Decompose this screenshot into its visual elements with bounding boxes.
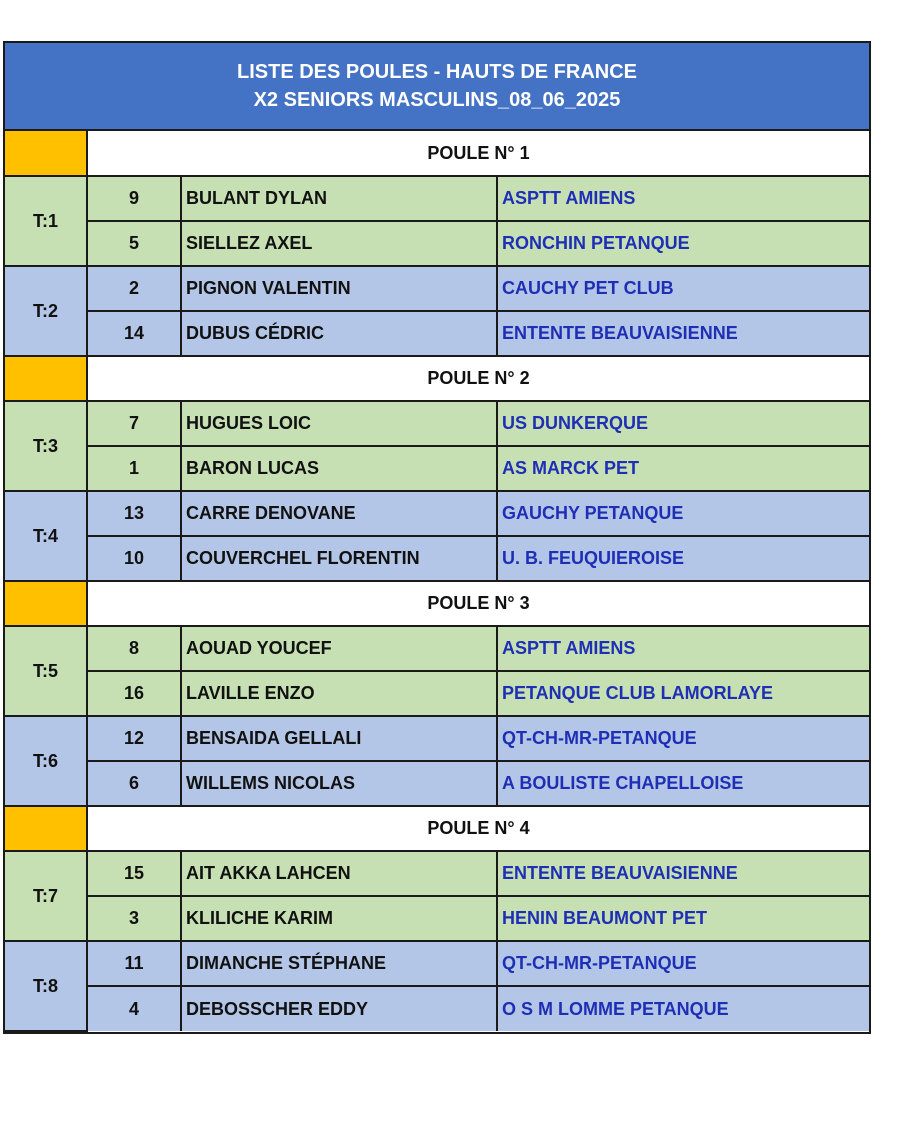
poule-title: POULE N° 3 bbox=[87, 581, 869, 626]
player-row bbox=[5, 896, 869, 941]
sheet-title: LISTE DES POULES - HAUTS DE FRANCE bbox=[236, 61, 638, 83]
player-club: CAUCHY PET CLUB bbox=[497, 266, 869, 311]
player-name: KLILICHE KARIM bbox=[181, 896, 497, 941]
sheet-subtitle: X2 SENIORS MASCULINS_08_06_2025 bbox=[253, 89, 621, 111]
player-number: 10 bbox=[87, 536, 181, 581]
player-club: AS MARCK PET bbox=[497, 446, 869, 491]
player-club: ASPTT AMIENS bbox=[497, 176, 869, 221]
player-number: 3 bbox=[87, 896, 181, 941]
player-number: 14 bbox=[87, 311, 181, 356]
player-number: 11 bbox=[87, 941, 181, 986]
player-name: COUVERCHEL FLORENTIN bbox=[181, 536, 497, 581]
player-name: PIGNON VALENTIN bbox=[181, 266, 497, 311]
team-label: T:7 bbox=[5, 851, 87, 941]
player-number: 1 bbox=[87, 446, 181, 491]
player-club: RONCHIN PETANQUE bbox=[497, 221, 869, 266]
pool-list-sheet bbox=[3, 41, 871, 1034]
poule-header-row bbox=[5, 356, 869, 401]
player-club: PETANQUE CLUB LAMORLAYE bbox=[497, 671, 869, 716]
poule-color-marker bbox=[5, 581, 87, 626]
player-row bbox=[5, 221, 869, 266]
player-club: ENTENTE BEAUVAISIENNE bbox=[497, 311, 869, 356]
team-label: T:2 bbox=[5, 266, 87, 356]
player-club: ASPTT AMIENS bbox=[497, 626, 869, 671]
player-club: O S M LOMME PETANQUE bbox=[497, 986, 869, 1031]
poule-title: POULE N° 4 bbox=[87, 806, 869, 851]
team-label: T:8 bbox=[5, 941, 87, 1031]
player-name: BARON LUCAS bbox=[181, 446, 497, 491]
player-row bbox=[5, 851, 869, 896]
poule-color-marker bbox=[5, 806, 87, 851]
poule-color-marker bbox=[5, 356, 87, 401]
player-row bbox=[5, 716, 869, 761]
team-label: T:6 bbox=[5, 716, 87, 806]
player-row bbox=[5, 626, 869, 671]
player-row bbox=[5, 311, 869, 356]
player-row bbox=[5, 266, 869, 311]
player-club: U. B. FEUQUIEROISE bbox=[497, 536, 869, 581]
sheet-header bbox=[5, 43, 869, 131]
pool-table bbox=[5, 131, 869, 1032]
player-name: DIMANCHE STÉPHANE bbox=[181, 941, 497, 986]
player-row bbox=[5, 761, 869, 806]
poule-header-row bbox=[5, 581, 869, 626]
player-number: 13 bbox=[87, 491, 181, 536]
player-number: 7 bbox=[87, 401, 181, 446]
player-row bbox=[5, 446, 869, 491]
player-number: 2 bbox=[87, 266, 181, 311]
poule-color-marker bbox=[5, 131, 87, 176]
player-number: 12 bbox=[87, 716, 181, 761]
player-name: LAVILLE ENZO bbox=[181, 671, 497, 716]
player-number: 6 bbox=[87, 761, 181, 806]
player-club: GAUCHY PETANQUE bbox=[497, 491, 869, 536]
player-name: DEBOSSCHER EDDY bbox=[181, 986, 497, 1031]
player-row bbox=[5, 941, 869, 986]
player-number: 5 bbox=[87, 221, 181, 266]
player-name: BENSAIDA GELLALI bbox=[181, 716, 497, 761]
poule-header-row bbox=[5, 806, 869, 851]
poule-title: POULE N° 2 bbox=[87, 356, 869, 401]
player-name: AIT AKKA LAHCEN bbox=[181, 851, 497, 896]
player-club: QT-CH-MR-PETANQUE bbox=[497, 941, 869, 986]
player-row bbox=[5, 401, 869, 446]
player-name: DUBUS CÉDRIC bbox=[181, 311, 497, 356]
player-name: BULANT DYLAN bbox=[181, 176, 497, 221]
player-row bbox=[5, 536, 869, 581]
player-number: 8 bbox=[87, 626, 181, 671]
player-number: 15 bbox=[87, 851, 181, 896]
player-club: HENIN BEAUMONT PET bbox=[497, 896, 869, 941]
player-name: CARRE DENOVANE bbox=[181, 491, 497, 536]
player-club: ENTENTE BEAUVAISIENNE bbox=[497, 851, 869, 896]
team-label: T:1 bbox=[5, 176, 87, 266]
player-name: HUGUES LOIC bbox=[181, 401, 497, 446]
player-row bbox=[5, 986, 869, 1031]
player-name: SIELLEZ AXEL bbox=[181, 221, 497, 266]
player-number: 4 bbox=[87, 986, 181, 1031]
player-name: AOUAD YOUCEF bbox=[181, 626, 497, 671]
player-number: 9 bbox=[87, 176, 181, 221]
team-label: T:3 bbox=[5, 401, 87, 491]
player-number: 16 bbox=[87, 671, 181, 716]
player-club: US DUNKERQUE bbox=[497, 401, 869, 446]
player-row bbox=[5, 491, 869, 536]
player-name: WILLEMS NICOLAS bbox=[181, 761, 497, 806]
pool-table-body bbox=[5, 131, 869, 1031]
team-label: T:5 bbox=[5, 626, 87, 716]
player-club: A BOULISTE CHAPELLOISE bbox=[497, 761, 869, 806]
player-club: QT-CH-MR-PETANQUE bbox=[497, 716, 869, 761]
poule-title: POULE N° 1 bbox=[87, 131, 869, 176]
player-row bbox=[5, 671, 869, 716]
poule-header-row bbox=[5, 131, 869, 176]
player-row bbox=[5, 176, 869, 221]
team-label: T:4 bbox=[5, 491, 87, 581]
